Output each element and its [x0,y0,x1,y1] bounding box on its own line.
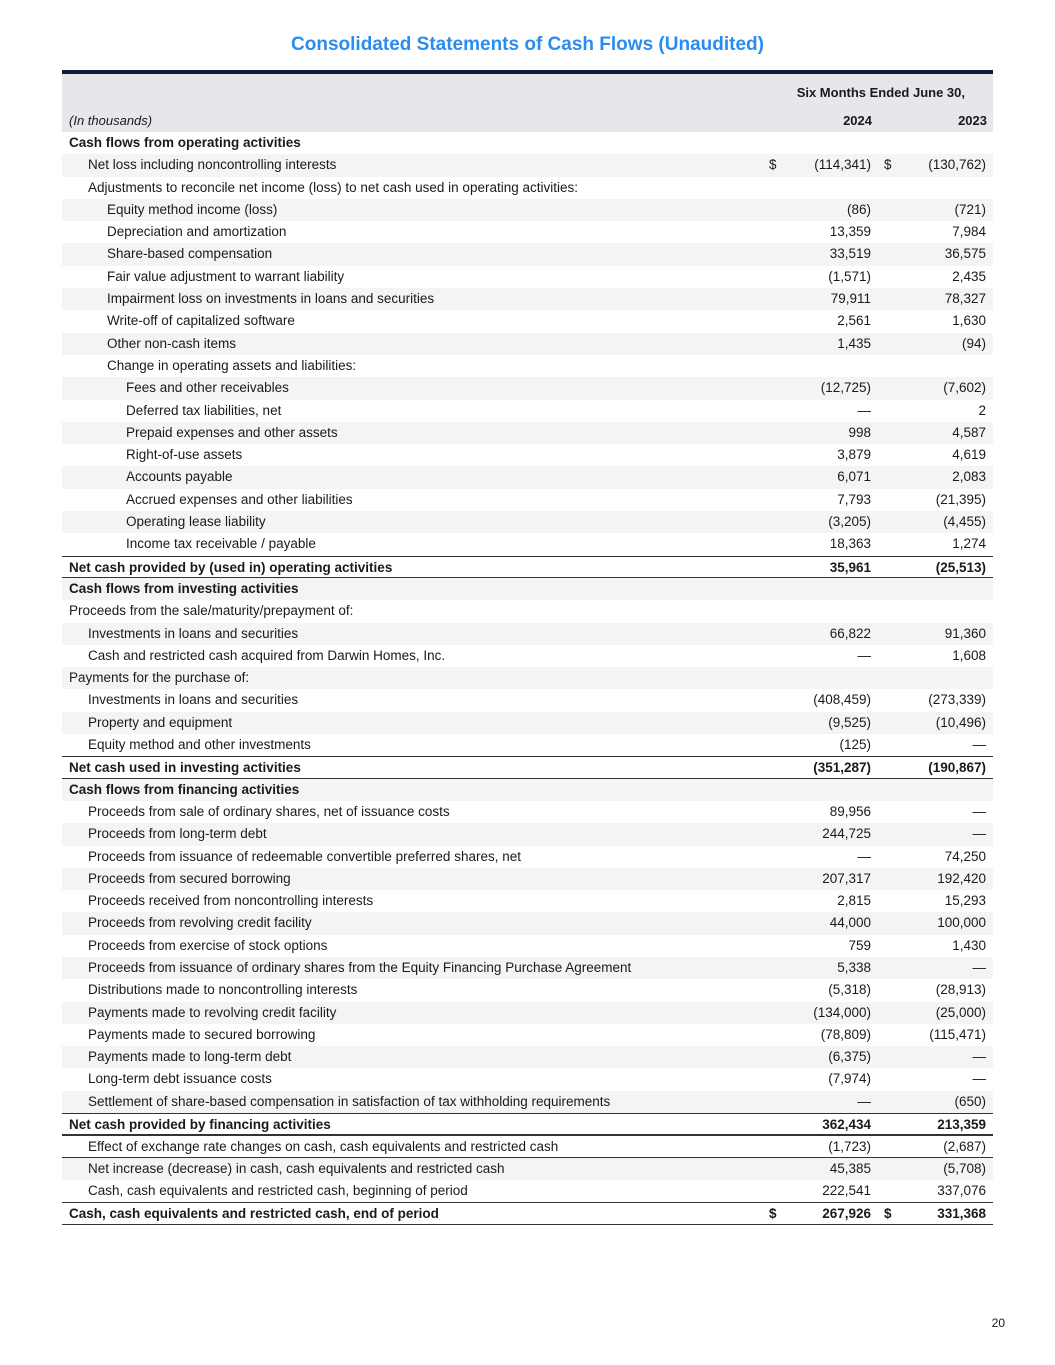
row-label: Long-term debt issuance costs [88,1071,272,1087]
row-label: Proceeds from issuance of ordinary shares from the Equity Financing Purchase Agreement [88,959,632,975]
row-label: Share-based compensation [107,246,273,262]
value-2023: (650) [954,1093,986,1109]
table-row [62,1091,993,1113]
section-header-row [62,578,993,600]
row-label: Proceeds from exercise of stock options [88,937,328,953]
value-2024: 33,519 [829,246,871,262]
value-2023: (21,395) [935,491,986,507]
value-2023: (4,455) [943,514,986,530]
value-2024: — [857,647,871,663]
currency-symbol: $ [769,157,777,173]
value-2023: 2 [978,402,986,418]
table-row [62,489,993,511]
value-2024: 44,000 [829,915,871,931]
value-2024: 207,317 [822,870,871,886]
table-row [62,422,993,444]
row-label: Other non-cash items [107,335,237,351]
value-2023: (2,687) [943,1139,986,1155]
row-label: Write-off of capitalized software [107,313,295,329]
value-2024: 267,926 [822,1206,871,1222]
row-label: Adjustments to reconcile net income (loss) to net cash used in operating activities: [88,179,578,195]
row-label: Deferred tax liabilities, net [126,402,282,418]
table-row [62,823,993,845]
value-2023: — [972,737,986,753]
value-2023: 100,000 [937,915,986,931]
row-label: Fees and other receivables [126,380,289,396]
currency-symbol: $ [769,1206,777,1222]
value-2024: (1,571) [828,268,871,284]
table-row [62,1046,993,1068]
value-2023: 7,984 [952,224,986,240]
value-2024: — [857,848,871,864]
row-label: Equity method and other investments [88,737,311,753]
table-row [62,310,993,332]
row-label: Property and equipment [88,714,233,730]
units-label: (In thousands) [69,113,153,128]
table-row [62,266,993,288]
total-row [62,756,993,778]
value-2024: (3,205) [828,514,871,530]
row-label: Payments made to secured borrowing [88,1026,316,1042]
table-row [62,935,993,957]
table-row [62,645,993,667]
table-row [62,868,993,890]
value-2023: (273,339) [928,692,986,708]
value-2023: 331,368 [937,1206,986,1222]
row-label: Investments in loans and securities [88,692,299,708]
row-label: Proceeds from sale of ordinary shares, net of issuance costs [88,803,450,819]
value-2024: 1,435 [837,335,871,351]
row-label: Cash, cash equivalents and restricted cash, end of period [69,1206,439,1222]
value-2023: (10,496) [935,714,986,730]
value-2023: 2,435 [952,268,986,284]
value-2023: (5,708) [943,1160,986,1176]
value-2024: 3,879 [837,447,871,463]
table-row [62,712,993,734]
row-label: Accounts payable [126,469,233,485]
row-label: Payments for the purchase of: [69,670,250,686]
total-row [62,1113,993,1135]
value-2023: — [972,1071,986,1087]
row-label: Prepaid expenses and other assets [126,424,338,440]
period-header: Six Months Ended June 30, [796,85,965,100]
value-2023: 337,076 [937,1182,986,1198]
value-2023: (130,762) [928,157,986,173]
row-label: Net cash provided by financing activities [69,1117,331,1133]
table-row [62,623,993,645]
value-2024: — [857,1093,871,1109]
row-label: Operating lease liability [126,514,266,530]
table-row [62,890,993,912]
table-row [62,466,993,488]
table-row [62,444,993,466]
table-row [62,1002,993,1024]
table-row [62,912,993,934]
table-body [62,132,993,1225]
value-2023: (7,602) [943,380,986,396]
value-2024: 18,363 [829,536,871,552]
row-label: Impairment loss on investments in loans and securities [107,291,435,307]
row-label: Change in operating assets and liabilities: [107,357,357,373]
table-row [62,801,993,823]
value-2023: (25,513) [935,559,986,575]
value-2023: 213,359 [937,1117,986,1133]
row-label: Settlement of share-based compensation in satisfaction of tax withholding requirements [88,1093,611,1109]
row-label: Accrued expenses and other liabilities [126,491,353,507]
value-2024: (1,723) [828,1139,871,1155]
table-row [62,846,993,868]
table-row [62,979,993,1001]
row-label: Equity method income (loss) [107,201,278,217]
table-row [62,957,993,979]
row-label: Payments made to long-term debt [88,1049,292,1065]
table-row [62,288,993,310]
currency-symbol: $ [884,157,892,173]
section-header-row [62,779,993,801]
value-2023: 2,083 [952,469,986,485]
value-2023: 4,587 [952,424,986,440]
value-2024: (351,287) [813,760,871,776]
table-header [62,74,993,132]
row-label: Proceeds from revolving credit facility [88,915,312,931]
table-row [62,177,993,199]
value-2024: 45,385 [829,1160,871,1176]
value-2024: 759 [848,937,871,953]
total-row [62,1202,993,1224]
row-label: Proceeds from the sale/maturity/prepayment of: [69,603,354,619]
value-2023: (28,913) [935,982,986,998]
value-2023: 74,250 [944,848,986,864]
value-2024: (9,525) [828,714,871,730]
value-2023: — [972,959,986,975]
row-label: Depreciation and amortization [107,224,287,240]
value-2024: 79,911 [830,291,871,307]
value-2023: 15,293 [944,893,986,909]
row-label: Net cash provided by (used in) operating activities [69,559,393,575]
row-label: Net cash used in investing activities [69,760,301,776]
value-2024: 362,434 [822,1117,871,1133]
table-row [62,533,993,555]
table-row [62,667,993,689]
total-row [62,556,993,578]
table-row [62,1024,993,1046]
value-2024: 2,815 [837,893,871,909]
row-label: Net loss including noncontrolling interests [88,157,337,173]
value-2023: 4,619 [952,447,986,463]
value-2023: 1,608 [952,647,986,663]
cash-flow-table [62,70,993,1225]
value-2024: 66,822 [829,625,871,641]
value-2024: (125) [839,737,871,753]
value-2023: 78,327 [944,291,986,307]
table-row [62,1180,993,1202]
value-2024: (408,459) [813,692,871,708]
table-row [62,600,993,622]
row-label: Income tax receivable / payable [126,536,316,552]
page-number: 20 [991,1316,1005,1330]
value-2024: 35,961 [829,559,871,575]
value-2024: (134,000) [813,1004,871,1020]
value-2024: 5,338 [837,959,871,975]
row-label: Proceeds from issuance of redeemable convertible preferred shares, net [88,848,521,864]
table-row [62,689,993,711]
value-2024: 6,071 [837,469,871,485]
row-label: Proceeds received from noncontrolling interests [88,893,374,909]
currency-symbol: $ [884,1206,892,1222]
row-label: Net increase (decrease) in cash, cash equivalents and restricted cash [88,1160,505,1176]
value-2024: 222,541 [822,1182,871,1198]
value-2024: (86) [846,201,871,217]
value-2024: 244,725 [822,826,871,842]
row-label: Cash and restricted cash acquired from Darwin Homes, Inc. [88,647,446,663]
value-2024: 89,956 [829,803,871,819]
row-label: Investments in loans and securities [88,625,299,641]
table-row [62,199,993,221]
table-row [62,400,993,422]
row-label: Payments made to revolving credit facility [88,1004,337,1020]
value-2023: 1,274 [952,536,986,552]
row-label: Proceeds from secured borrowing [88,870,291,886]
value-2024: (78,809) [820,1026,871,1042]
value-2023: (721) [954,201,986,217]
value-2023: 192,420 [937,870,986,886]
value-2023: — [972,803,986,819]
table-row [62,1158,993,1180]
row-label: Proceeds from long-term debt [88,826,267,842]
year-2023-header: 2023 [958,113,987,128]
table-row [62,243,993,265]
year-2024-header: 2024 [843,113,872,128]
value-2024: 2,561 [837,313,871,329]
value-2023: — [972,1049,986,1065]
row-label: Cash, cash equivalents and restricted cash, beginning of period [88,1182,468,1198]
table-row [62,221,993,243]
value-2024: 7,793 [837,491,871,507]
section-header-row [62,132,993,154]
value-2024: — [857,402,871,418]
page-title: Consolidated Statements of Cash Flows (Unaudited) [291,34,764,55]
row-label: Right-of-use assets [126,447,243,463]
value-2023: (115,471) [929,1026,986,1042]
value-2023: (25,000) [935,1004,986,1020]
value-2023: (190,867) [928,760,986,776]
table-row [62,377,993,399]
row-label: Distributions made to noncontrolling interests [88,982,358,998]
value-2023: 1,630 [952,313,986,329]
row-label: Fair value adjustment to warrant liability [107,268,345,284]
table-row [62,154,993,176]
table-row [62,511,993,533]
row-label: Effect of exchange rate changes on cash, cash equivalents and restricted cash [88,1139,559,1155]
row-label: Cash flows from operating activities [69,135,301,150]
value-2024: (6,375) [828,1049,871,1065]
value-2024: 13,359 [829,224,871,240]
value-2024: 998 [848,424,871,440]
row-label: Cash flows from financing activities [69,781,300,797]
table-row [62,1135,993,1157]
value-2023: — [972,826,986,842]
table-row [62,734,993,756]
value-2024: (7,974) [828,1071,871,1087]
value-2024: (5,318) [828,982,871,998]
value-2023: 36,575 [944,246,986,262]
value-2023: 91,360 [944,625,986,641]
table-row [62,355,993,377]
value-2024: (12,725) [820,380,871,396]
row-label: Cash flows from investing activities [69,580,299,596]
value-2023: 1,430 [952,937,986,953]
table-row [62,333,993,355]
table-row [62,1068,993,1090]
value-2024: (114,341) [814,157,871,173]
value-2023: (94) [961,335,986,351]
